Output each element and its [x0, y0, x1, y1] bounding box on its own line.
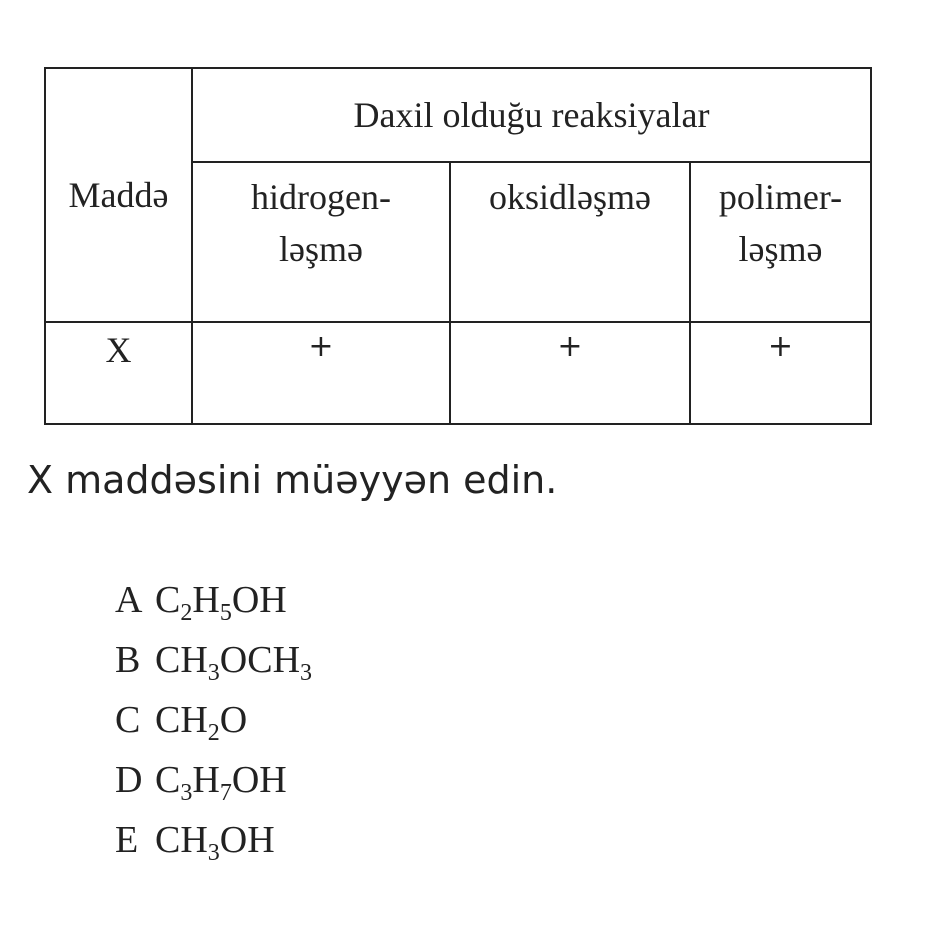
answer-option-a[interactable]: [115, 570, 312, 630]
formula-text: OCH: [219, 639, 301, 681]
column-header-line: ləşmə: [279, 229, 363, 269]
column-header-line: polimer-: [718, 177, 843, 217]
reactions-table-container: [44, 67, 870, 405]
formula-text: CH: [155, 639, 208, 681]
reactions-table: [44, 67, 872, 425]
column-header-oxidation: [450, 162, 690, 322]
column-header-line: oksidləşmə: [489, 177, 651, 217]
column-header-polymerization: [690, 162, 871, 322]
question-text: X maddəsini müəyyən edin.: [27, 458, 558, 502]
formula-text: H: [192, 579, 220, 621]
column-header-line: ləşmə: [738, 229, 823, 269]
formula-subscript: 2: [207, 720, 220, 746]
formula-subscript: 5: [219, 600, 232, 626]
column-header-hydrogenation: [192, 162, 450, 322]
mark-cell-oxidation: +: [450, 322, 690, 424]
option-letter: B: [115, 639, 141, 681]
formula-subscript: 3: [207, 840, 220, 866]
answer-option-d[interactable]: [115, 750, 312, 810]
formula-text: O: [219, 699, 248, 741]
answer-option-b[interactable]: [115, 630, 312, 690]
option-letter: A: [115, 579, 143, 621]
option-formula: [155, 819, 275, 866]
formula-text: CH: [155, 699, 208, 741]
answer-option-e[interactable]: [115, 810, 312, 870]
formula-subscript: 7: [219, 780, 232, 806]
formula-text: CH: [155, 819, 208, 861]
substance-header: Maddə: [45, 68, 192, 322]
option-formula: [155, 639, 313, 686]
substance-cell: X: [45, 322, 192, 424]
option-letter: E: [115, 819, 139, 861]
answer-options: [115, 570, 312, 870]
formula-subscript: 3: [207, 660, 220, 686]
option-letter: D: [115, 759, 143, 801]
option-formula: [155, 699, 248, 746]
formula-text: OH: [231, 759, 287, 801]
option-letter: C: [115, 699, 141, 741]
mark-cell-polymerization: +: [690, 322, 871, 424]
answer-option-c[interactable]: [115, 690, 312, 750]
column-header-line: hidrogen-: [251, 177, 391, 217]
option-formula: [155, 579, 287, 626]
formula-text: C: [155, 579, 181, 621]
formula-subscript: 3: [180, 780, 193, 806]
option-formula: [155, 759, 287, 806]
formula-subscript: 2: [180, 600, 193, 626]
formula-subscript: 3: [300, 660, 313, 686]
formula-text: C: [155, 759, 181, 801]
formula-text: H: [192, 759, 220, 801]
formula-text: OH: [231, 579, 287, 621]
reactions-group-header: Daxil olduğu reaksiyalar: [192, 68, 871, 162]
formula-text: OH: [219, 819, 275, 861]
mark-cell-hydrogenation: +: [192, 322, 450, 424]
